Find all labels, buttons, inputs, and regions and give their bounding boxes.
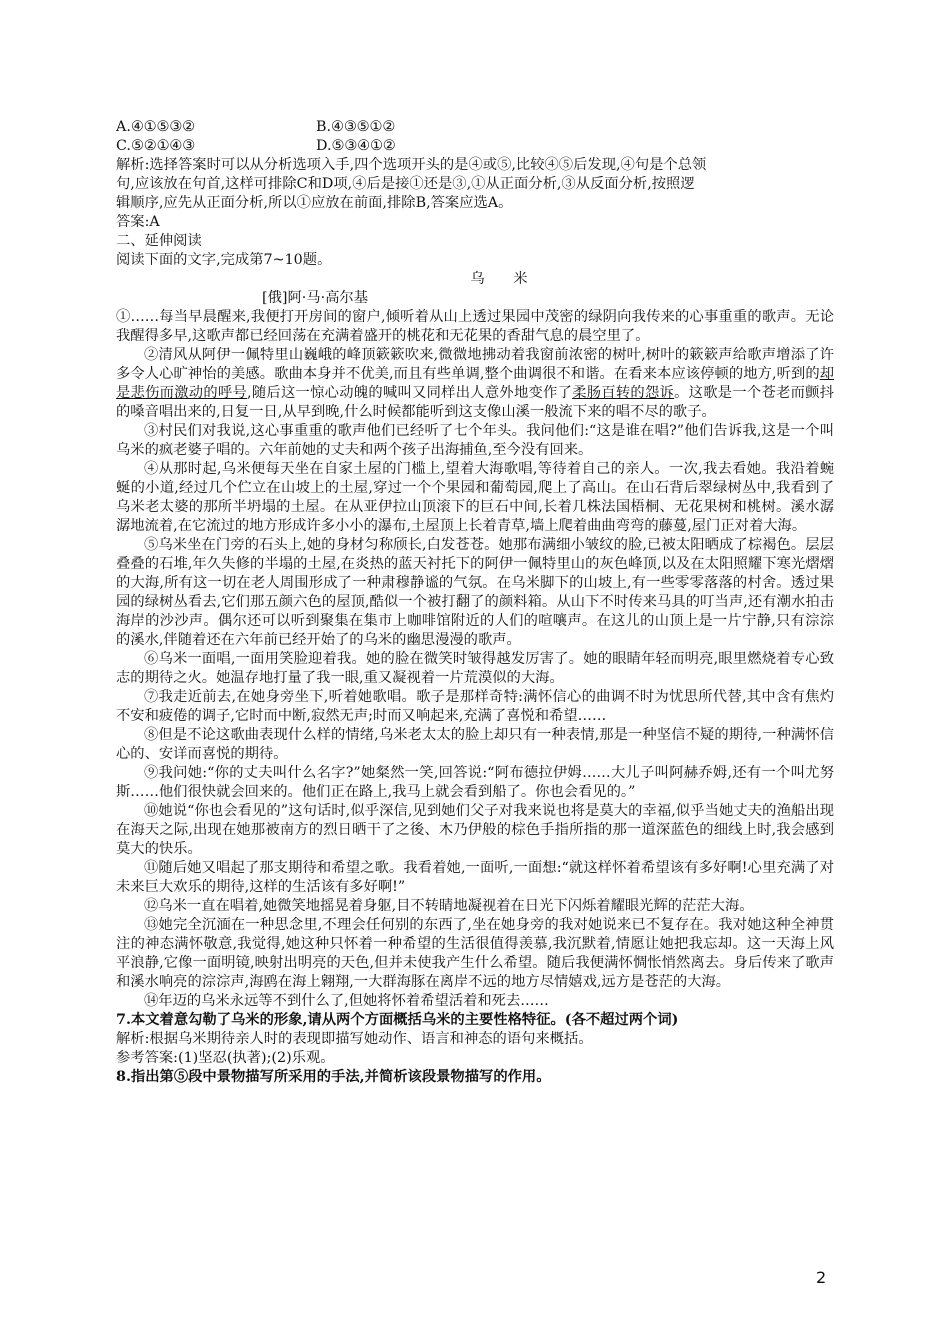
paragraph-11: ⑪随后她又唱起了那支期待和希望之歌。我看着她,一面听,一面想:“就这样怀着希望该有多好啊!心里充满了对未来巨大欢乐的期待,这样的生活该有多好啊!” xyxy=(116,860,834,895)
paragraph-1: ①……每当早晨醒来,我便打开房间的窗户,倾听着从山上透过果园中茂密的绿阴向我传来的心事重重的歌声。无论我醒得多早,这歌声都已经回荡在充满着盛开的桃花和无花果的香甜气息的晨空里了。 xyxy=(116,309,834,344)
underlined-phrase-1: 却是悲伤而激动的呼号 xyxy=(116,366,834,401)
paragraph-2 xyxy=(116,346,834,422)
article-author: [俄]阿·马·高尔基 xyxy=(262,290,369,306)
paragraph-8: ⑧但是不论这歌曲表现什么样的情绪,乌米老太太的脸上却只有一种表情,那是一种坚信不疑的期待,一种满怀信心的、安详而喜悦的期待。 xyxy=(116,727,834,762)
paragraph-13: ⑬她完全沉湎在一种思念里,不理会任何别的东西了,坐在她身旁的我对她说来已不复存在。我对她这种全神贯注的神态满怀敬意,我觉得,她这种只怀着一种希望的生活很值得羡慕,我沉默着,情愿让她把我忘却。这一天海上风平浪静,它像一面明镜,映射出明亮的天色,但并未使我产生什么希望。随后我便满怀惆怅悄然离去。身后传来了歌声和溪水响亮的淙淙声,海鸥在海上翱翔,一大群海豚在离岸不远的地方尽情嬉戏,远方是苍茫的大海。 xyxy=(116,917,834,990)
option-a: A.④①⑤③② xyxy=(116,119,195,135)
analysis-line: 辑顺序,应先从正面分析,所以①应放在前面,排除B,答案应选A。 xyxy=(116,195,513,211)
section-heading: 二、延伸阅读 xyxy=(116,233,202,249)
paragraph-2-text: ,随后这一惊心动魄的喊叫又同样出人意外地变作了 xyxy=(247,385,573,401)
page-number: 2 xyxy=(816,1268,827,1287)
paragraph-4: ④从那时起,乌米便每天坐在自家土屋的门槛上,望着大海歌唱,等待着自己的亲人。一次,我去看她。我沿着蜿蜒的小道,经过几个伫立在山坡上的土屋,穿过一个个果园和葡萄园,爬上了高山。在山石背后翠绿树丛中,我看到了乌米老太婆的那所半坍塌的土屋。在从亚伊拉山顶滚下的巨石中间,长着几株法国梧桐、无花果树和桃树。溪水潺潺地流着,在它流过的地方形成许多小小的瀑布,土屋顶上长着青草,墙上爬着曲曲弯弯的藤蔓,屋门正对着大海。 xyxy=(116,461,834,534)
question-7-analysis: 解析:根据乌米期待亲人时的表现即描写她动作、语言和神态的语句来概括。 xyxy=(116,1031,593,1047)
paragraph-2-text: 。这歌是一个苍老而颤抖的嗓音唱出来的,日复一日,从早到晚,什么时候都能听到这支像山溪一般流下来的唱不尽的歌子。 xyxy=(116,385,835,420)
option-c: C.⑤②①④③ xyxy=(116,138,196,154)
paragraph-9: ⑨我问她:“你的丈夫叫什么名字?”她粲然一笑,回答说:“阿布德拉伊姆……大儿子叫阿赫乔姆,还有一个叫尤努斯……他们很快就会回来的。他们正在路上,我马上就会看到船了。你也会看见的。” xyxy=(116,765,834,800)
options-row-2 xyxy=(116,137,834,156)
paragraph-5: ⑤乌米坐在门旁的石头上,她的身材匀称颀长,白发苍苍。她那布满细小皱纹的脸,已被太阳晒成了棕褐色。层层叠叠的石堆,年久失修的半塌的土屋,在炎热的蓝天衬托下的阿伊一佩特里山的灰色峰顶,以及在太阳照耀下寒光熠熠的大海,所有这一切在老人周围形成了一种肃穆静谧的气氛。在乌米脚下的山坡上,有一些零零落落的村舍。透过果园的绿树丛看去,它们那五颜六色的屋顶,酷似一个被打翻了的颜料箱。从山下不时传来马具的叮当声,还有潮水拍击海岸的沙沙声。偶尔还可以听到聚集在集市上咖啡馆附近的人们的喧嚷声。在这儿的山顶上是一片宁静,只有淙淙的溪水,伴随着还在六年前已经开始了的乌米的幽思漫漫的歌声。 xyxy=(116,537,834,648)
analysis-line: 句,应该放在句首,这样可排除C和D项,④后是接①还是③,①从正面分析,③从反面分析,按照逻 xyxy=(116,176,695,192)
options-row-1 xyxy=(116,118,834,137)
question-8: 8.指出第⑤段中景物描写所采用的手法,并简析该段景物描写的作用。 xyxy=(116,1069,551,1085)
reading-instruction: 阅读下面的文字,完成第7~10题。 xyxy=(116,252,332,268)
question-7-answer: 参考答案:(1)坚忍(执著);(2)乐观。 xyxy=(116,1050,335,1066)
question-7: 7.本文着意勾勒了乌米的形象,请从两个方面概括乌米的主要性格特征。(各不超过两个词) xyxy=(116,1012,679,1028)
paragraph-3: ③村民们对我说,这心事重重的歌声他们已经听了七个年头。我问他们:“这是谁在唱?”他们告诉我,这是一个叫乌米的疯老婆子唱的。六年前她的丈夫和两个孩子出海捕鱼,至今没有回来。 xyxy=(116,423,834,458)
paragraph-12: ⑫乌米一直在唱着,她微笑地摇晃着身躯,目不转睛地凝视着在日光下闪烁着耀眼光辉的茫茫大海。 xyxy=(144,898,754,914)
option-b: B.④③⑤①② xyxy=(316,119,396,135)
paragraph-10: ⑩她说“你也会看见的”这句话时,似乎深信,见到她们父子对我来说也将是莫大的幸福,似乎当她丈夫的渔船出现在海天之际,出现在她那被南方的烈日晒干了之後、木乃伊般的棕色手指所指的那一道深蓝色的细线上时,我会感到莫大的快乐。 xyxy=(116,803,834,857)
option-d: D.⑤③④①② xyxy=(316,138,396,154)
document-page xyxy=(116,118,834,1087)
paragraph-14: ⑭年迈的乌米永远等不到什么了,但她将怀着希望活着和死去…… xyxy=(144,993,549,1009)
paragraph-6: ⑥乌米一面唱,一面用笑脸迎着我。她的脸在微笑时皱得越发厉害了。她的眼睛年轻而明亮,眼里燃烧着专心致志的期待之火。她温存地打量了我一眼,重又凝视着一片荒漠似的大海。 xyxy=(116,651,834,686)
article-title: 乌 米 xyxy=(470,271,540,287)
analysis-line: 解析:选择答案时可以从分析选项入手,四个选项开头的是④或⑤,比较④⑤后发现,④句是个总领 xyxy=(116,157,707,173)
answer-line: 答案:A xyxy=(116,214,160,230)
paragraph-7: ⑦我走近前去,在她身旁坐下,听着她歌唱。歌子是那样奇特:满怀信心的曲调不时为忧思所代替,其中含有焦灼不安和疲倦的调子,它时而中断,寂然无声;时而又响起来,充满了喜悦和希望…… xyxy=(116,689,834,724)
underlined-phrase-2: 柔肠百转的怨诉 xyxy=(572,385,675,401)
paragraph-2-text: ②清风从阿伊一佩特里山巍峨的峰顶簌簌吹来,微微地拂动着我窗前浓密的树叶,树叶的簌簌声给歌声增添了许多令人心旷神怡的美感。歌曲本身并不优美,而且有些单调,整个曲调很不和谐。在看来本应该停顿的地方,听到的 xyxy=(116,347,834,382)
